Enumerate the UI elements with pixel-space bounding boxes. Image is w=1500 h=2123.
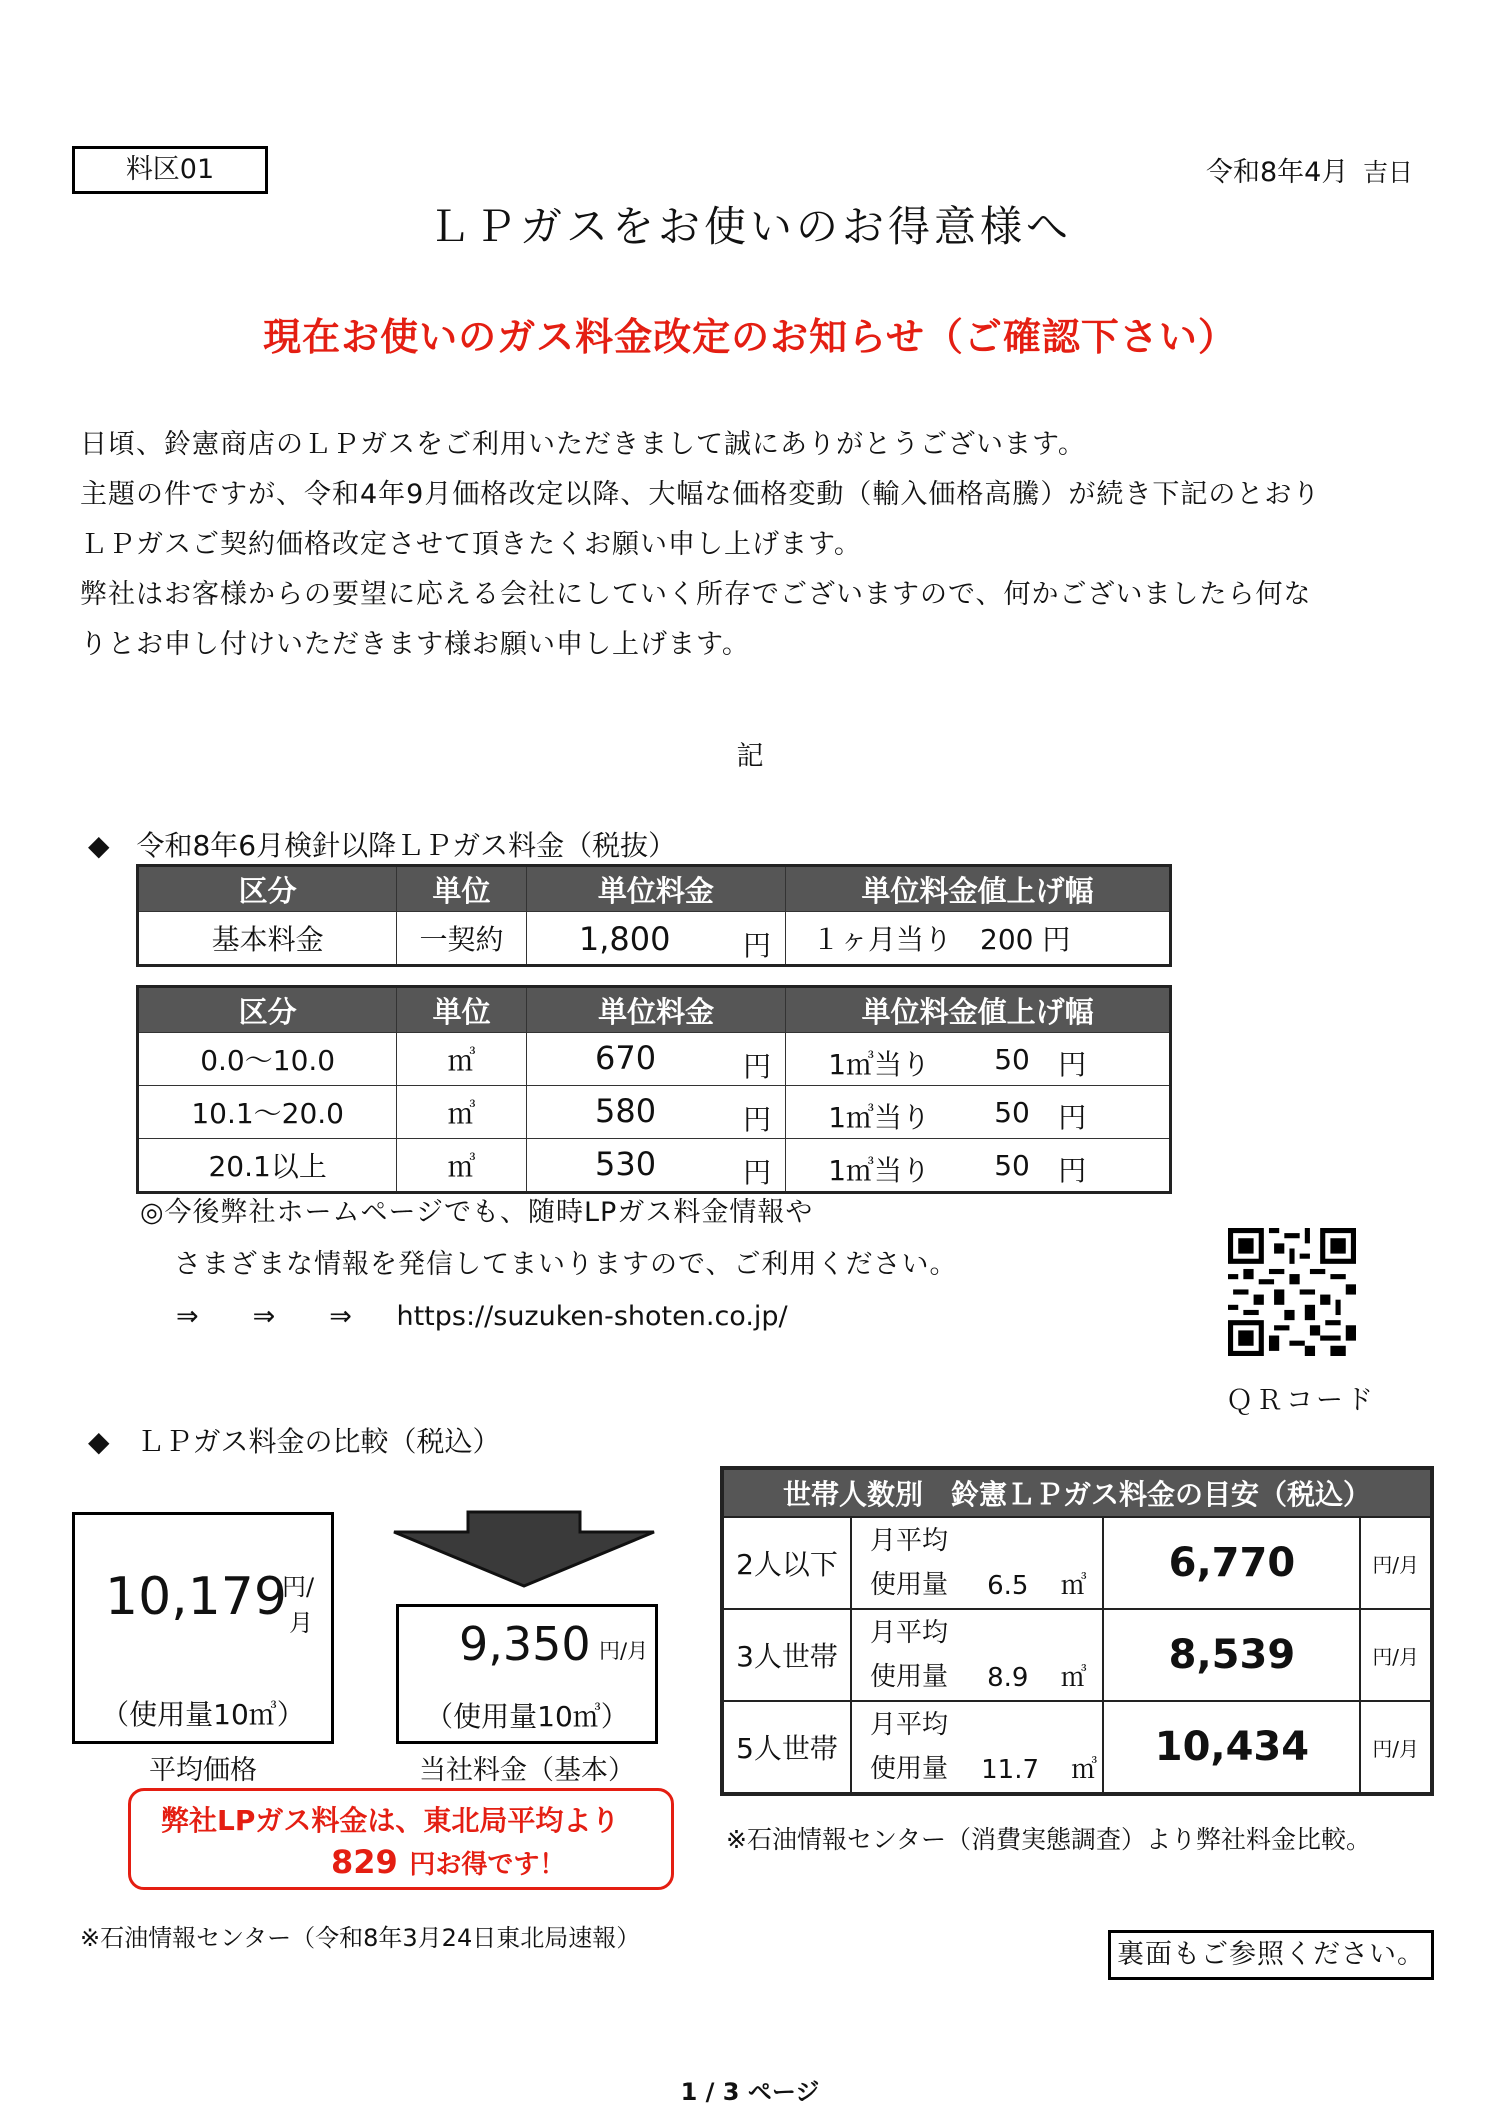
header-category: 区分 [138,866,397,912]
household-unit: ㎥ [1060,1571,1087,1601]
savings-amount-suffix: 円お得です！ [409,1850,566,1880]
household-label2: 使用量 [869,1662,948,1692]
header-unit: 単位 [397,987,527,1033]
homepage-line1: ◎今後弊社ホームページでも、随時LPガス料金情報や [140,1197,814,1228]
row-yen2: 円 [1058,1101,1087,1134]
see-back-text: 裏面もご参照ください。 [1117,1939,1425,1970]
household-amount: 8.9 [987,1663,1029,1693]
homepage-line2: さまざまな情報を発信してまいりますので、ご利用ください。 [174,1249,958,1280]
row-unit: ㎥ [397,1086,527,1139]
our-price-label: 当社料金（基本） [419,1755,635,1786]
basic-yen: 円 [743,929,772,962]
row-price: 530 [594,1145,657,1183]
page-number: 1 / 3 ページ [680,2078,820,2106]
header-unit-price: 単位料金 [526,987,785,1033]
qr-label: ＱＲコード [1226,1385,1376,1416]
basic-category: 基本料金 [138,912,397,966]
table-row [722,1701,1432,1794]
basic-increase: １ヶ月当り 200 円 [786,912,1171,966]
household-label-cell [851,1609,980,1701]
row-increase-cell [786,1139,1171,1193]
household-group: 2人以下 [722,1517,851,1609]
arrows-icon: ⇒ ⇒ ⇒ [176,1301,352,1332]
household-unit: ㎥ [1071,1755,1098,1785]
qr-code-icon[interactable] [1228,1228,1356,1356]
household-label-cell [851,1517,980,1609]
salutation: ＬＰガスをお使いのお得意様へ [427,202,1072,251]
section1-title: 令和8年6月検針以降ＬＰガス料金（税抜） [136,829,677,862]
basic-price: 1,800 [578,920,671,958]
our-price-value: 9,350 [459,1617,591,1671]
household-group: 5人世帯 [722,1701,851,1794]
household-price: 8,539 [1103,1609,1360,1701]
table-row [138,1139,1171,1193]
our-price-box [396,1604,658,1744]
homepage-link-row [176,1294,788,1333]
header-unit-price: 単位料金 [526,866,785,912]
household-amount-cell [980,1701,1103,1794]
household-amount-cell [980,1609,1103,1701]
section2-heading [88,1420,500,1460]
household-amount-cell [980,1517,1103,1609]
issue-date-value: 令和8年4月 [1206,157,1349,188]
header-increase: 単位料金値上げ幅 [786,866,1171,912]
row-per: 1㎥当り [828,1101,931,1134]
household-table [720,1466,1434,1796]
household-label2: 使用量 [869,1754,948,1784]
table-row [138,1033,1171,1086]
household-per: 円/月 [1360,1609,1432,1701]
fee-code-box [72,146,268,194]
section2-title: ＬＰガス料金の比較（税込） [136,1425,501,1458]
basic-price-cell [526,912,785,966]
row-per: 1㎥当り [828,1048,931,1081]
our-price-unit: 円/月 [599,1639,649,1663]
row-unit: ㎥ [397,1033,527,1086]
household-group: 3人世帯 [722,1609,851,1701]
issue-date-suffix: 吉日 [1362,158,1413,187]
row-yen: 円 [743,1103,772,1136]
household-label2: 使用量 [869,1570,948,1600]
intro-line: 日頃、鈴憲商店のＬＰガスをご利用いただきまして誠にありがとうございます。 [80,429,1086,460]
basic-unit: 一契約 [397,912,527,966]
household-amount: 11.7 [981,1755,1039,1785]
household-label1: 月平均 [869,1526,948,1556]
down-arrow-icon [390,1510,658,1588]
row-price-cell [526,1139,785,1193]
household-label-cell [851,1701,980,1794]
table-row [722,1517,1432,1609]
table-row [138,1086,1171,1139]
household-label1: 月平均 [869,1618,948,1648]
row-price: 580 [594,1092,657,1130]
intro-line: りとお申し付けいただきます様お願い申し上げます。 [80,629,750,660]
comparison-source-note: ※石油情報センター（令和8年3月24日東北局速報） [80,1924,641,1952]
row-price-cell [526,1033,785,1086]
average-price-label: 平均価格 [149,1755,257,1786]
row-increase: 50 [994,1043,1030,1076]
basic-fee-table [136,864,1172,967]
average-price-value: 10,179 [105,1567,287,1627]
intro-line: 主題の件ですが、令和4年9月価格改定以降、大幅な価格変動（輸入価格高騰）が続き下記のとおり [80,479,1321,510]
household-unit: ㎥ [1060,1663,1087,1693]
row-price-cell [526,1086,785,1139]
row-increase: 50 [994,1096,1030,1129]
household-source-note: ※石油情報センター（消費実態調査）より弊社料金比較。 [726,1825,1371,1854]
household-amount: 6.5 [987,1571,1029,1601]
intro-line: 弊社はお客様からの要望に応える会社にしていく所存でございますので、何かございましたら何な [80,579,1312,610]
page-title: 現在お使いのガス料金改定のお知らせ（ご確認下さい） [263,315,1237,359]
volume-fee-table [136,985,1172,1194]
average-price-usage: （使用量10㎥） [101,1698,305,1731]
row-yen2: 円 [1058,1154,1087,1187]
our-price-usage: （使用量10㎥） [425,1700,629,1733]
row-yen2: 円 [1058,1048,1087,1081]
intro-paragraph [80,420,1440,670]
header-category: 区分 [138,987,397,1033]
average-price-unit2: 月 [289,1609,313,1637]
row-increase-cell [786,1086,1171,1139]
row-category: 0.0～10.0 [138,1033,397,1086]
row-per: 1㎥当り [828,1154,931,1187]
row-price: 670 [594,1039,657,1077]
savings-callout [128,1788,674,1890]
fee-code: 料区01 [125,154,215,185]
diamond-bullet-icon: ◆ [88,1425,110,1458]
issue-date [1206,150,1413,189]
household-price: 6,770 [1103,1517,1360,1609]
household-per: 円/月 [1360,1701,1432,1794]
row-unit: ㎥ [397,1139,527,1193]
savings-amount: 829 [331,1843,398,1881]
header-increase: 単位料金値上げ幅 [786,987,1171,1033]
savings-callout-line1: 弊社LPガス料金は、東北局平均より [161,1804,620,1837]
ki-marker: 記 [736,741,764,772]
row-yen: 円 [743,1156,772,1189]
intro-line: ＬＰガスご契約価格改定させて頂きたくお願い申し上げます。 [80,529,862,560]
row-category: 20.1以上 [138,1139,397,1193]
row-increase: 50 [994,1149,1030,1182]
average-price-unit1: 円/ [282,1573,315,1601]
see-back-box [1108,1930,1434,1980]
diamond-bullet-icon: ◆ [88,829,110,862]
header-unit: 単位 [397,866,527,912]
row-increase-cell [786,1033,1171,1086]
household-per: 円/月 [1360,1517,1432,1609]
household-table-title: 世帯人数別 鈴憲ＬＰガス料金の目安（税込） [722,1468,1432,1517]
row-category: 10.1～20.0 [138,1086,397,1139]
household-label1: 月平均 [869,1710,948,1740]
table-row [722,1609,1432,1701]
section1-heading [88,824,676,864]
savings-callout-line2 [331,1843,565,1881]
row-yen: 円 [743,1050,772,1083]
household-price: 10,434 [1103,1701,1360,1794]
average-price-box [72,1512,334,1744]
homepage-link[interactable]: https://suzuken-shoten.co.jp/ [396,1301,788,1332]
